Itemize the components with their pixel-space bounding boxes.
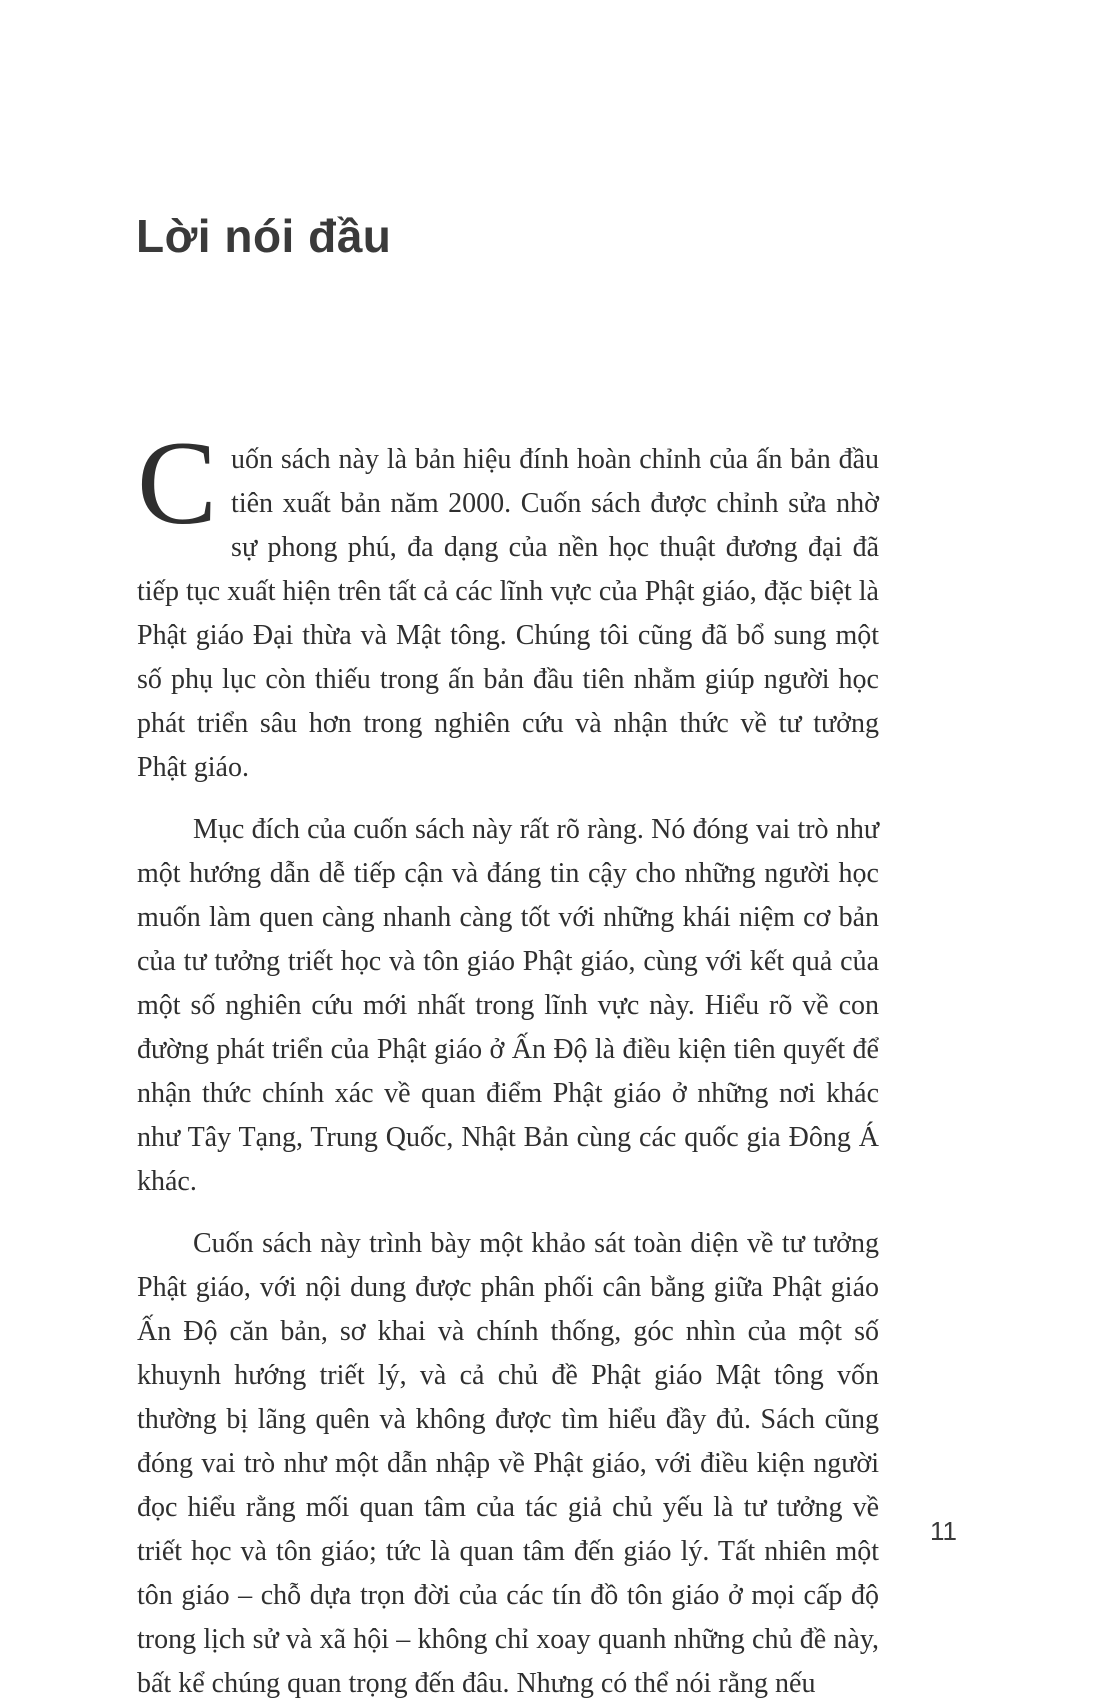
page-number: 11 xyxy=(930,1516,957,1546)
paragraph-1 xyxy=(137,416,879,790)
paragraph-2: Mục đích của cuốn sách này rất rõ ràng. Nó đóng vai trò như một hướng dẫn dễ tiếp cận và đáng tin cậy cho những người học muốn làm quen càng nhanh càng tốt với những khái niệm cơ bản của tư tưởng triết học và tôn giáo Phật giáo, cùng với kết quả của một số nghiên cứu mới nhất trong lĩnh vực này. Hiểu rõ về con đường phát triển của Phật giáo ở Ấn Độ là điều kiện tiên quyết để nhận thức chính xác về quan điểm Phật giáo ở những nơi khác như Tây Tạng, Trung Quốc, Nhật Bản cùng các quốc gia Đông Á khác. xyxy=(137,814,879,1197)
drop-cap: C xyxy=(137,416,218,549)
paragraph-1-text: uốn sách này là bản hiệu đính hoàn chỉnh của ấn bản đầu tiên xuất bản năm 2000. Cuốn sách được chỉnh sửa nhờ sự phong phú, đa dạng của nền học thuật đương đại đã tiếp tục xuất hiện trên tất cả các lĩnh vực của Phật giáo, đặc biệt là Phật giáo Đại thừa và Mật tông. Chúng tôi cũng đã bổ sung một số phụ lục còn thiếu trong ấn bản đầu tiên nhằm giúp người học phát triển sâu hơn trong nghiên cứu và nhận thức về tư tưởng Phật giáo. xyxy=(137,444,879,783)
paragraph-3: Cuốn sách này trình bày một khảo sát toàn diện về tư tưởng Phật giáo, với nội dung được phân phối cân bằng giữa Phật giáo Ấn Độ căn bản, sơ khai và chính thống, góc nhìn của một số khuynh hướng triết lý, và cả chủ đề Phật giáo Mật tông vốn thường bị lãng quên và không được tìm hiểu đầy đủ. Sách cũng đóng vai trò như một dẫn nhập về Phật giáo, với điều kiện người đọc hiểu rằng mối quan tâm của tác giả chủ yếu là tư tưởng về triết học và tôn giáo; tức là quan tâm đến giáo lý. Tất nhiên một tôn giáo – chỗ dựa trọn đời của các tín đồ tôn giáo ở mọi cấp độ trong lịch sử và xã hội – không chỉ xoay quanh những chủ đề này, bất kể chúng quan trọng đến đâu. Nhưng có thể nói rằng nếu xyxy=(137,1228,879,1699)
chapter-title: Lời nói đầu xyxy=(136,209,392,262)
body-text xyxy=(137,416,879,1700)
